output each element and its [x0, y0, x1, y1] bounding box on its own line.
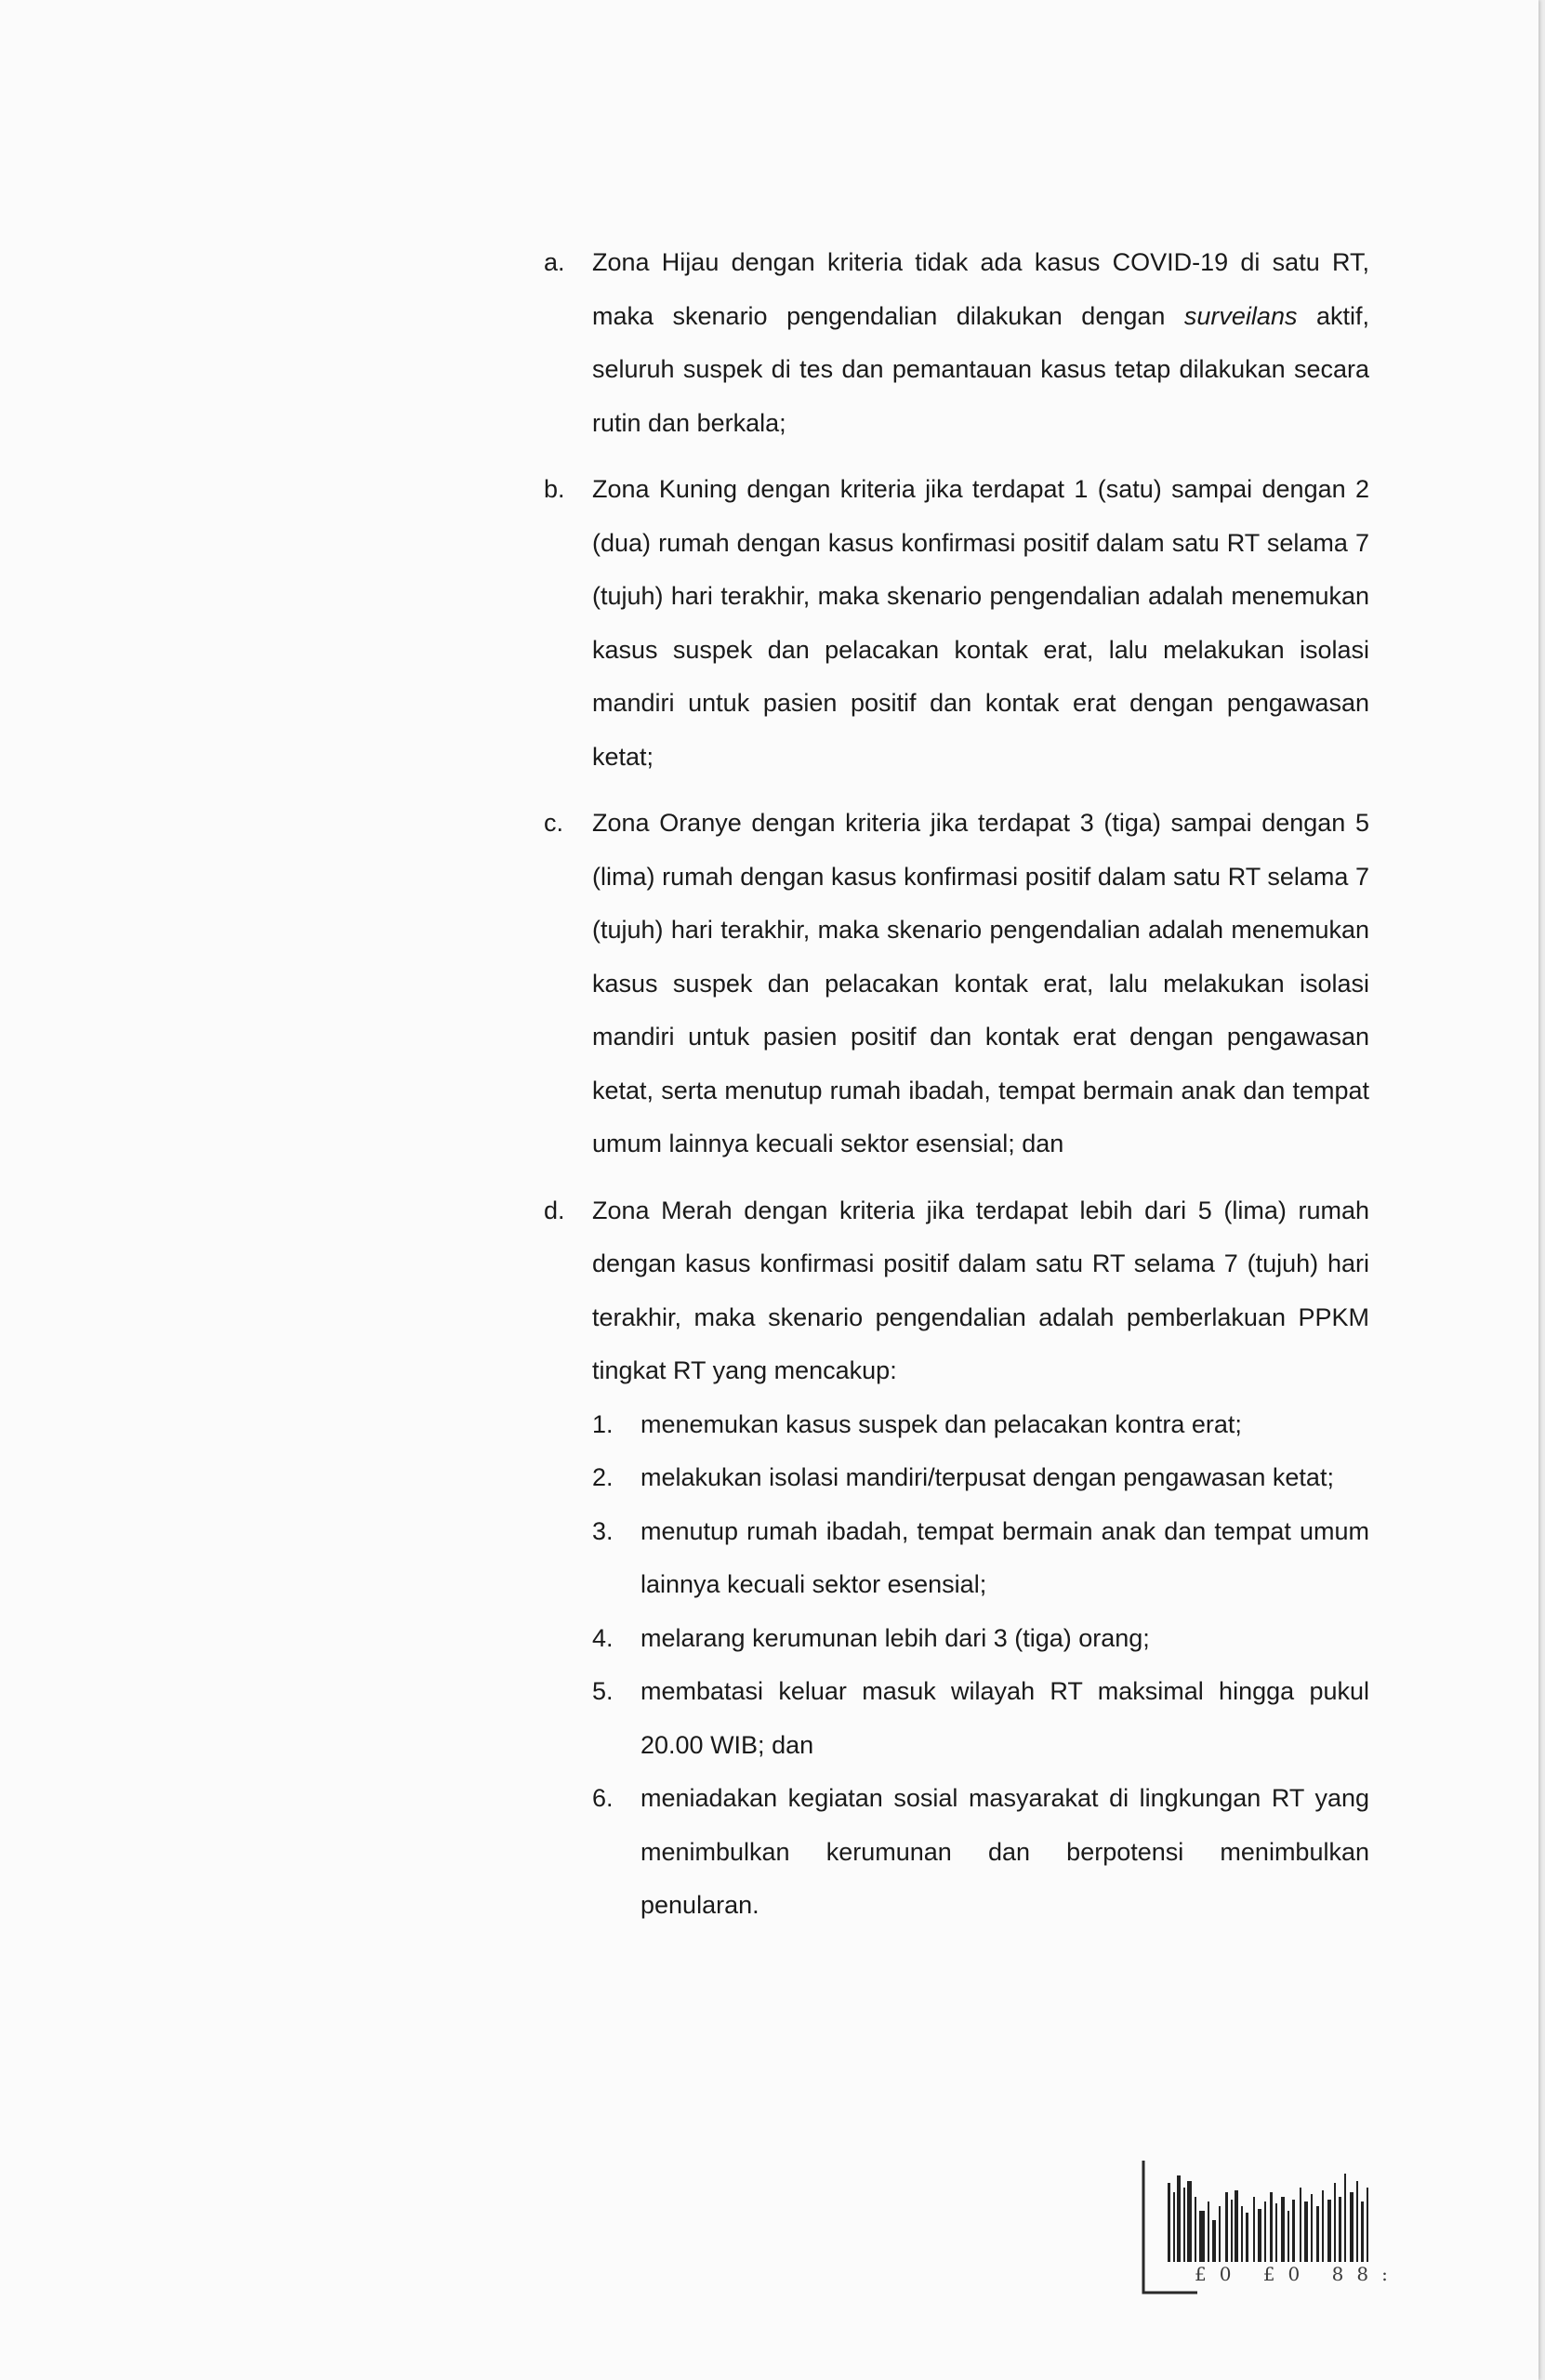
list-item-text: Zona Hijau dengan kriteria tidak ada kasus COVID-19 di satu RT, maka skenario pengendalian dilakukan dengan surveilans aktif, seluruh suspek di tes dan pemantauan kasus tetap dilakukan secara rutin dan berkala;	[592, 248, 1369, 437]
sub-list-item: 3. menutup rumah ibadah, tempat bermain anak dan tempat umum lainnya kecuali sektor esensial;	[592, 1505, 1369, 1612]
list-item-text: Zona Merah dengan kriteria jika terdapat lebih dari 5 (lima) rumah dengan kasus konfirmasi positif dalam satu RT selama 7 (tujuh) hari terakhir, maka skenario pengendalian adalah pemberlakuan PPKM tingkat RT yang mencakup:	[592, 1196, 1369, 1384]
emphasis-term: surveilans	[1183, 301, 1298, 330]
sub-list-item: 4. melarang kerumunan lebih dari 3 (tiga) orang;	[592, 1612, 1369, 1666]
sub-list-number: 1.	[592, 1409, 614, 1438]
list-item-c	[544, 797, 1369, 1171]
list-marker: c.	[544, 809, 564, 837]
list-item-d	[544, 1184, 1369, 1933]
sub-list-item: 5. membatasi keluar masuk wilayah RT maksimal hingga pukul 20.00 WIB; dan	[592, 1665, 1369, 1772]
sub-list-item: 6. meniadakan kegiatan sosial masyarakat di lingkungan RT yang menimbulkan kerumunan dan berpotensi menimbulkan penularan.	[592, 1772, 1369, 1933]
list-marker: d.	[544, 1196, 565, 1224]
sub-list-item: 2. melakukan isolasi mandiri/terpusat dengan pengawasan ketat;	[592, 1451, 1369, 1505]
list-item-b	[544, 463, 1369, 784]
document-body	[544, 236, 1369, 1946]
sub-list	[592, 1398, 1369, 1933]
sub-list-number: 5.	[592, 1677, 614, 1705]
list-item-text: Zona Oranye dengan kriteria jika terdapat 3 (tiga) sampai dengan 5 (lima) rumah dengan kasus konfirmasi positif dalam satu RT selama 7 (tujuh) hari terakhir, maka skenario pengendalian adalah menemukan kasus suspek dan pelacakan kontak erat, lalu melakukan isolasi mandiri untuk pasien positif dan kontak erat dengan pengawasan ketat, serta menutup rumah ibadah, tempat bermain anak dan tempat umum lainnya kecuali sektor esensial; dan	[592, 809, 1369, 1157]
sub-list-number: 6.	[592, 1784, 614, 1812]
sub-list-number: 4.	[592, 1623, 614, 1652]
barcode-label: £0 £0 88:	[1195, 2263, 1401, 2285]
sub-list-number: 3.	[592, 1516, 614, 1545]
sub-list-item: 1. menemukan kasus suspek dan pelacakan kontra erat;	[592, 1398, 1369, 1452]
list-marker: a.	[544, 248, 565, 276]
sub-list-number: 2.	[592, 1463, 614, 1491]
list-marker: b.	[544, 475, 565, 503]
list-item-text: Zona Kuning dengan kriteria jika terdapat 1 (satu) sampai dengan 2 (dua) rumah dengan kasus konfirmasi positif dalam satu RT selama 7 (tujuh) hari terakhir, maka skenario pengendalian adalah menemukan kasus suspek dan pelacakan kontak erat, lalu melakukan isolasi mandiri untuk pasien positif dan kontak erat dengan pengawasan ketat;	[592, 475, 1369, 771]
list-item-a	[544, 236, 1369, 450]
